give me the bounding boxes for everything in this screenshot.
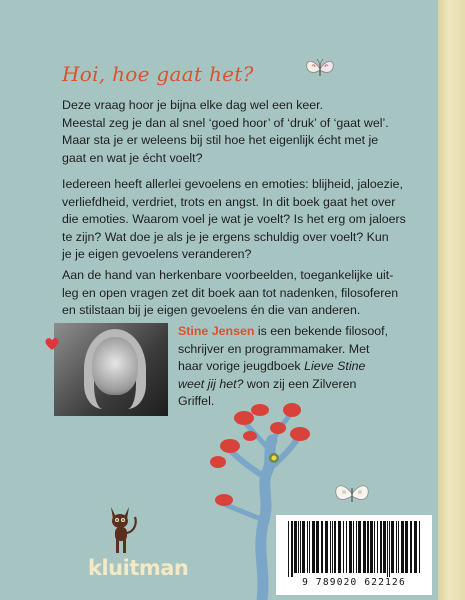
barcode-bar [398,521,399,573]
book-spine-edge [438,0,465,600]
barcode-bar [330,521,331,573]
barcode-bar [349,521,352,573]
text-line: te zijn? Wat doe je als je je ergens schuldig over voelt? Kun [62,229,389,244]
bio-line: schrijver en programmamaker. Met [178,341,370,356]
intro-paragraph [62,97,422,167]
text-line: gaat en wat je écht voelt? [62,150,203,165]
barcode-bar [389,521,390,577]
bio-line: haar vorige jeugdboek Lieve Stine [178,359,366,373]
isbn-barcode [276,515,432,595]
barcode-bar [356,521,357,573]
text-line: die emoties. Waarom voel je wat je voelt? Is het erg om jaloers [62,212,406,226]
barcode-bar [288,521,289,577]
barcode-bar [353,521,354,573]
heart-icon [44,336,60,352]
barcode-bar [370,521,373,573]
barcode-bar [321,521,323,573]
barcode-bar [294,521,297,573]
barcode-bar [312,521,315,573]
barcode-bar [325,521,328,573]
publisher-logo: kluitman [88,556,189,580]
author-bio [178,323,424,411]
barcode-bar [367,521,369,573]
bio-line: Stine Jensen is een bekende filosoof, [178,324,389,338]
barcode-bar [291,521,293,577]
barcode-bar [332,521,333,573]
author-photo [54,323,168,416]
barcode-bar [387,521,388,577]
barcode-bar [419,521,420,573]
isbn-number: 9 789020 622126 [302,577,406,588]
barcode-bar [414,521,417,573]
barcode-bar [298,521,299,573]
barcode-bar [405,521,408,573]
barcode-bar [334,521,336,573]
barcode-bar [374,521,375,573]
approach-paragraph [62,267,422,320]
barcode-bar [358,521,361,573]
barcode-bar [391,521,394,573]
text-line: je je eigen gevoelens veranderen? [62,247,252,261]
bio-line: Griffel. [178,394,215,408]
emotions-paragraph [62,176,422,264]
author-photo-face [92,337,138,395]
barcode-bar [396,521,397,573]
text-line: Maar sta je er weleens bij stil hoe het eigenlijk écht met je [62,133,379,147]
moth-icon [332,478,372,508]
barcode-bar [410,521,412,573]
text-line: Meestal zeg je dan al snel ‘goed hoor’ of ‘druk’ of ‘gaat wel’. [62,115,389,130]
text-line: verliefdheid, verdriet, trots en angst. In dit boek gaat het over [62,194,396,209]
butterfly-icon [303,56,337,82]
barcode-bars [286,521,422,577]
bio-line: weet jij het? won zij een Zilveren [178,376,357,391]
barcode-bar [343,521,344,573]
barcode-bar [346,521,347,573]
text-line: Iedereen heeft allerlei gevoelens en emoties: blijheid, jaloezie, [62,177,403,191]
barcode-bar [377,521,378,573]
text-line: leg en open vragen zet dit boek aan tot nadenken, filosoferen [62,285,399,300]
barcode-bar [300,521,301,573]
barcode-bar [363,521,366,573]
barcode-bar [383,521,386,573]
barcode-bar [380,521,382,573]
back-cover-heading: Hoi, hoe gaat het? [62,62,254,86]
dog-icon [107,505,141,557]
author-name: Stine Jensen [178,324,255,338]
barcode-bar [307,521,308,573]
previous-book-title: Lieve Stine [304,359,366,373]
text-line: en stilstaan bij je eigen gevoelens én die van anderen. [62,303,361,317]
previous-book-title-cont: weet jij het? [178,376,244,391]
barcode-bar [316,521,319,573]
text-line: Deze vraag hoor je bijna elke dag wel een keer. [62,98,324,112]
text-line: Aan de hand van herkenbare voorbeelden, toegankelijke uit- [62,268,394,282]
barcode-bar [309,521,310,573]
barcode-bar [338,521,341,573]
barcode-bar [401,521,404,573]
barcode-bar [302,521,305,573]
